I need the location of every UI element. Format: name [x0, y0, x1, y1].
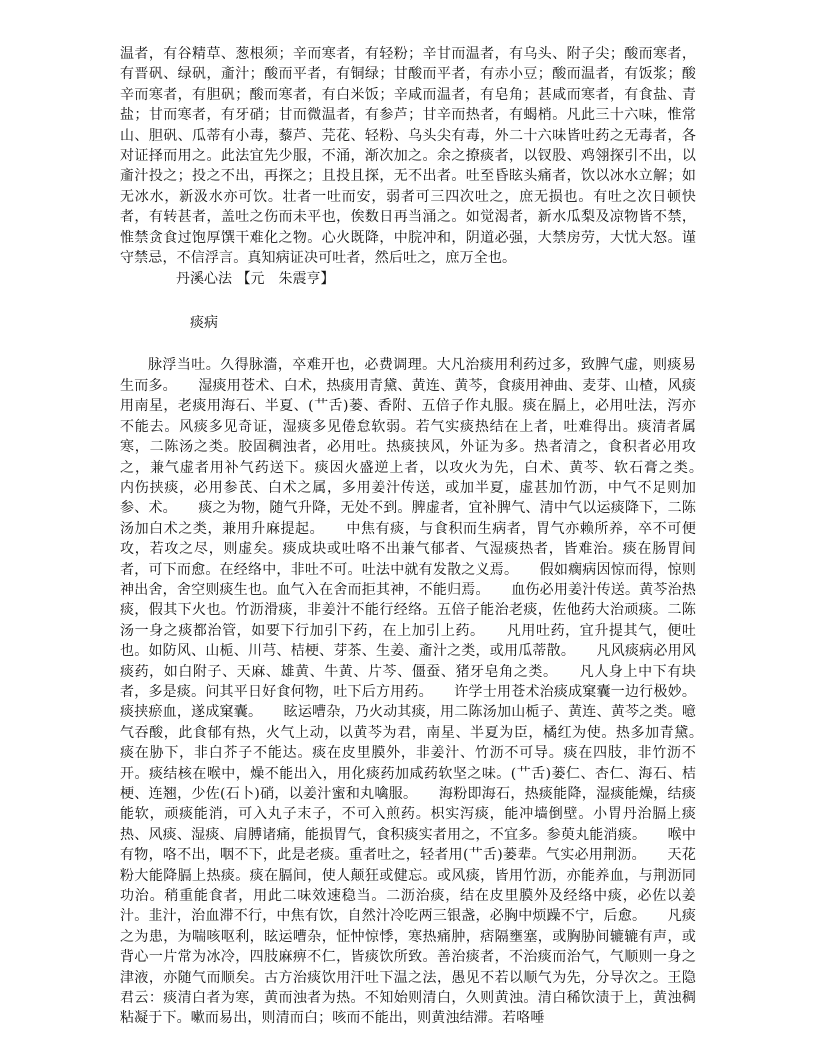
section-title: 痰病 [190, 315, 218, 332]
document-page [120, 44, 725, 1029]
continuation-paragraph: 温者，有谷精草、葱根须；辛而寒者，有轻粉；辛甘而温者，有乌头、附子尖；酸而寒者，有晋矾、绿矾，齑汁；酸而平者，有铜绿；甘酸而平者，有赤小豆；酸而温者，有饭浆；酸辛而寒者，有胆矾；酸而寒者，有白米饭；辛咸而温者，有皂角；甚咸而寒者，有食盐、青盐；甘而寒者，有牙硝；甘而微温者，有参芦；甘辛而热者，有蝎梢。凡此三十六味，惟常山、胆矾、瓜蒂有小毒，藜芦、芫花、轻粉、乌头尖有毒，外二十六味皆吐药之无毒者，各对证择而用之。此法宜先少服，不涌，渐次加之。余之撩痰者，以钗股、鸡翎探引不出，以齑汁投之；投之不出，再探之；且投且探，无不出者。吐至昏眩头痛者，饮以冰水立解；如无冰水，新汲水亦可饮。壮者一吐而安，弱者可三四次吐之，庶无损也。有吐之次日顿快者，有转甚者，盖吐之伤而未平也，俟数日再当涌之。如觉渴者，新水瓜梨及凉物皆不禁，惟禁贪食过饱厚馔干难化之物。心火既降，中脘冲和，阴道必强，大禁房劳，大忧大怒。谨守禁忌，不信浮言。真知病证决可吐者，然后吐之，庶万全也。 [120, 46, 696, 267]
body-paragraph: 脉浮当吐。久得脉濇，卒难开也，必费调理。大凡治痰用利药过多，致脾气虚，则痰易生而多。 湿痰用苍术、白术，热痰用青黛、黄连、黄芩，食痰用神曲、麦芽、山楂，风痰用南星，老痰用海石、半夏、(艹舌)蒌、香附、五倍子作丸服。痰在膈上，必用吐法，泻亦不能去。风痰多见奇证，湿痰多见倦怠软弱。若气实痰热结在上者，吐难得出。痰清者属寒，二陈汤之类。胶固稠浊者，必用吐。热痰挟风，外证为多。热者清之，食积者必用攻之，兼气虚者用补气药送下。痰因火盛逆上者，以攻火为先，白术、黄芩、软石膏之类。 内伤挟痰，必用参芪、白术之属，多用姜汁传送，或加半夏，虚甚加竹沥，中气不足则加参、术。 痰之为物，随气升降，无处不到。脾虚者，宜补脾气、清中气以运痰降下，二陈汤加白术之类，兼用升麻提起。 中焦有痰，与食积而生病者，胃气亦赖所养，卒不可便攻，若攻之尽，则虚矣。痰成块或吐咯不出兼气郁者、气湿痰热者，皆难治。痰在肠胃间者，可下而愈。在经络中，非吐不可。吐法中就有发散之义焉。 假如瘸病因惊而得，惊则神出舍，舍空则痰生也。血气入在舍而拒其神，不能归焉。 血伤必用姜汁传送。黄芩治热痰，假其下火也。竹沥滑痰，非姜汁不能行经络。五倍子能治老痰，佐他药大治顽痰。二陈汤一身之痰都治管，如要下行加引下药，在上加引上药。 凡用吐药，宜升提其气，便吐也。如防风、山栀、川芎、桔梗、芽茶、生姜、齑汁之类，或用瓜蒂散。 凡风痰病必用风痰药，如白附子、天麻、雄黄、牛黄、片芩、僵蚕、猪牙皂角之类。 凡人身上中下有块者，多是痰。问其平日好食何物，吐下后方用药。 许学士用苍术治痰成窠囊一边行极妙。痰挟瘀血，遂成窠囊。 眩运嘈杂，乃火动其痰，用二陈汤加山栀子、黄连、黄芩之类。噫气吞酸，此食郁有热，火气上动，以黄芩为君，南星、半夏为臣，橘红为使。热多加青黛。 痰在胁下，非白芥子不能达。痰在皮里膜外，非姜汁、竹沥不可导。痰在四肢，非竹沥不开。痰结核在喉中，燥不能出入，用化痰药加咸药软坚之味。(艹舌)蒌仁、杏仁、海石、桔梗、连翘，少佐(石卜)硝，以姜汁蜜和丸噙服。 海粉即海石，热痰能降，湿痰能燥，结痰能软，顽痰能消，可入丸子末子，不可入煎药。枳实泻痰，能冲墙倒壁。小胃丹治膈上痰热、风痰、湿痰、肩膊诸痛，能损胃气，食积痰实者用之，不宜多。参萸丸能消痰。 喉中有物，咯不出，咽不下，此是老痰。重者吐之，轻者用(艹舌)蒌辈。气实必用荆沥。 天花粉大能降膈上热痰。痰在膈间，使人颠狂或健忘。或风痰，皆用竹沥，亦能养血，与荆沥同功治。稍重能食者，用此二味效速稳当。二沥治痰，结在皮里膜外及经络中痰，必佐以姜汁。韭汁，治血滞不行，中焦有饮，自然汁冷吃两三银盏，必胸中烦躁不宁，后愈。 凡痰之为患，为喘咳呕利，眩运嘈杂，怔忡惊悸，寒热痛肿，痞隔壅塞，或胸胁间辘辘有声，或背心一片常为冰冷，四肢麻痹不仁，皆痰饮所致。善治痰者，不治痰而治气，气顺则一身之津液，亦随气而顺矣。古方治痰饮用汗吐下温之法，愚见不若以顺气为先，分导次之。王隐君云：痰清白者为寒，黄而浊者为热。不知始则清白，久则黄浊。清白稀饮渍于上，黄浊稠粘凝于下。嗽而易出，则清而白；咳而不能出，则黄浊结滞。若咯唾 [120, 357, 725, 1027]
source-citation: 丹溪心法 【元 朱震亨】 [176, 271, 335, 288]
section-body [120, 355, 725, 1028]
